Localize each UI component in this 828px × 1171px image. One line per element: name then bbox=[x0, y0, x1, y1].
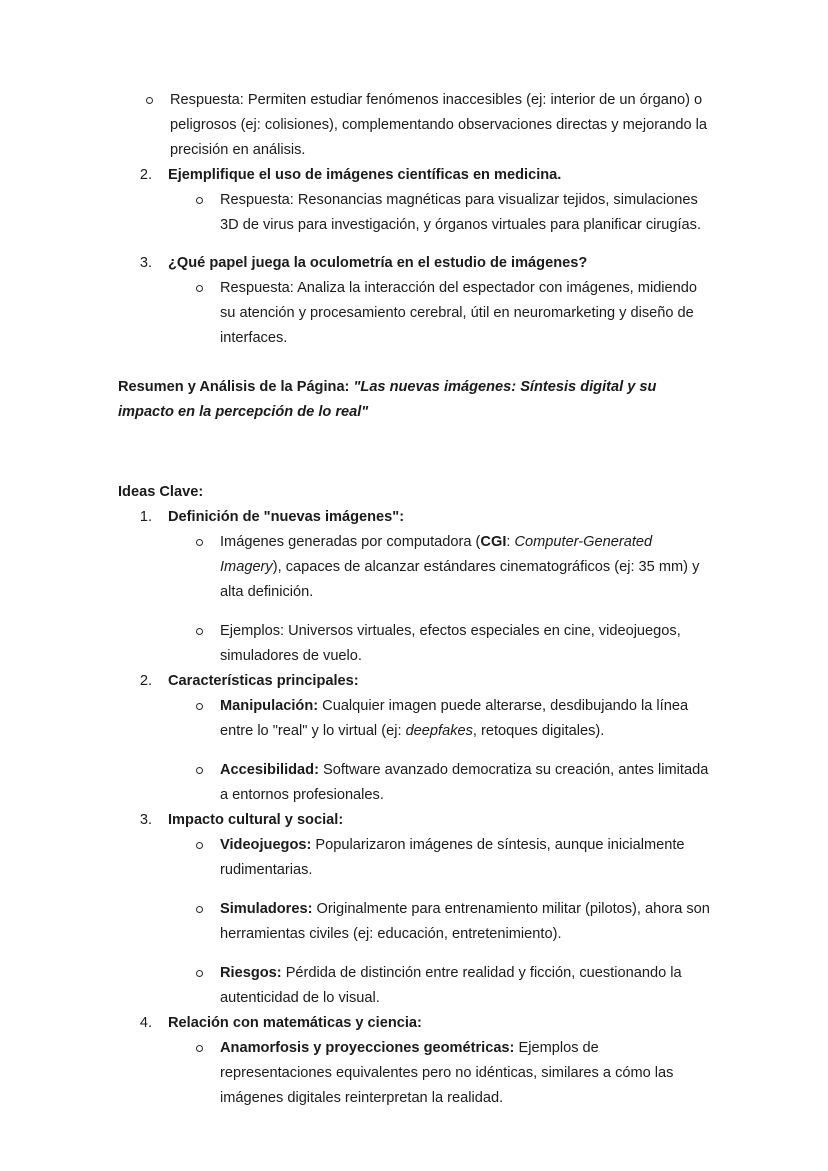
list-item bbox=[168, 619, 710, 669]
idea-heading: Relación con matemáticas y ciencia: bbox=[168, 1015, 422, 1031]
idea-bullet-list bbox=[168, 694, 710, 808]
answer-text: Respuesta: Analiza la interacción del espectador con imágenes, midiendo su atención y procesamiento cerebral, útil en neuromarketing y diseño de interfaces. bbox=[220, 280, 698, 346]
idea-bullet-list bbox=[168, 530, 710, 669]
idea-bullet-text: Ejemplos: Universos virtuales, efectos especiales en cine, videojuegos, simuladores de vuelo. bbox=[220, 623, 681, 664]
list-number: 2. bbox=[139, 673, 152, 689]
list-item bbox=[168, 276, 710, 351]
list-item bbox=[168, 897, 710, 947]
list-item bbox=[118, 88, 710, 163]
list-number: 2. bbox=[139, 167, 152, 183]
list-number: 1. bbox=[139, 509, 152, 525]
idea-bullet-text: Riesgos: Pérdida de distinción entre realidad y ficción, cuestionando la autenticidad de lo visual. bbox=[220, 965, 682, 1006]
list-item bbox=[168, 188, 710, 238]
question-item-2 bbox=[118, 163, 710, 238]
hollow-circle-bullet-icon bbox=[196, 539, 203, 546]
hollow-circle-bullet-icon bbox=[196, 628, 203, 635]
answer-text: Respuesta: Resonancias magnéticas para visualizar tejidos, simulaciones 3D de virus para investigación, y órganos virtuales para planificar cirugías. bbox=[220, 192, 702, 233]
list-item bbox=[168, 530, 710, 605]
answer-list bbox=[168, 188, 710, 238]
hollow-circle-bullet-icon bbox=[196, 703, 203, 710]
hollow-circle-bullet-icon bbox=[146, 97, 153, 104]
idea-heading: Definición de "nuevas imágenes": bbox=[168, 509, 405, 525]
idea-item bbox=[118, 669, 710, 808]
list-number: 4. bbox=[139, 1015, 152, 1031]
list-item bbox=[168, 961, 710, 1011]
hollow-circle-bullet-icon bbox=[196, 1045, 203, 1052]
list-number: 3. bbox=[139, 812, 152, 828]
idea-bullet-text: Anamorfosis y proyecciones geométricas: Ejemplos de representaciones equivalentes pero no idénticas, similares a cómo las imágenes digitales reinterpretan la realidad. bbox=[220, 1040, 674, 1106]
idea-bullet-text: Manipulación: Cualquier imagen puede alterarse, desdibujando la línea entre lo "real" y lo virtual (ej: deepfakes, retoques digitales). bbox=[220, 698, 689, 739]
idea-bullet-text: Accesibilidad: Software avanzado democratiza su creación, antes limitada a entornos profesionales. bbox=[220, 762, 709, 803]
idea-heading: Características principales: bbox=[168, 673, 359, 689]
idea-bullet-list bbox=[168, 1036, 710, 1111]
ideas-clave-list bbox=[118, 505, 710, 1111]
idea-heading: Impacto cultural y social: bbox=[168, 812, 344, 828]
idea-item bbox=[118, 1011, 710, 1111]
idea-item bbox=[118, 808, 710, 1011]
list-item bbox=[168, 1036, 710, 1111]
list-item bbox=[168, 833, 710, 883]
idea-bullet-text: Videojuegos: Popularizaron imágenes de síntesis, aunque inicialmente rudimentarias. bbox=[220, 837, 685, 878]
answer-list bbox=[168, 276, 710, 351]
question-heading: Ejemplifique el uso de imágenes científicas en medicina. bbox=[168, 167, 562, 183]
idea-bullet-text: Simuladores: Originalmente para entrenamiento militar (pilotos), ahora son herramientas civiles (ej: educación, entretenimiento). bbox=[220, 901, 710, 942]
hollow-circle-bullet-icon bbox=[196, 285, 203, 292]
idea-bullet-list bbox=[168, 833, 710, 1011]
resumen-heading-quote: "Las nuevas imágenes: Síntesis digital y su impacto en la percepción de lo real" bbox=[118, 379, 657, 420]
hollow-circle-bullet-icon bbox=[196, 906, 203, 913]
resumen-heading bbox=[118, 375, 710, 425]
question-heading: ¿Qué papel juega la oculometría en el estudio de imágenes? bbox=[168, 255, 588, 271]
hollow-circle-bullet-icon bbox=[196, 842, 203, 849]
idea-bullet-text: Imágenes generadas por computadora (CGI: Computer-Generated Imagery), capaces de alcanzar estándares cinematográficos (ej: 35 mm) y alta definición. bbox=[220, 534, 700, 600]
hollow-circle-bullet-icon bbox=[196, 197, 203, 204]
list-item bbox=[168, 694, 710, 744]
document-body bbox=[118, 88, 710, 1111]
question-item-3 bbox=[118, 251, 710, 351]
list-item bbox=[168, 758, 710, 808]
answer-text: Respuesta: Permiten estudiar fenómenos inaccesibles (ej: interior de un órgano) o peligrosos (ej: colisiones), complementando observaciones directas y mejorando la precisión en análisis. bbox=[170, 92, 707, 158]
hollow-circle-bullet-icon bbox=[196, 767, 203, 774]
hollow-circle-bullet-icon bbox=[196, 970, 203, 977]
list-number: 3. bbox=[139, 255, 152, 271]
questions-list bbox=[118, 163, 710, 351]
top-answer-list bbox=[118, 88, 710, 163]
ideas-clave-heading: Ideas Clave: bbox=[118, 484, 204, 500]
resumen-heading-lead: Resumen y Análisis de la Página: bbox=[118, 379, 350, 395]
idea-item bbox=[118, 505, 710, 669]
